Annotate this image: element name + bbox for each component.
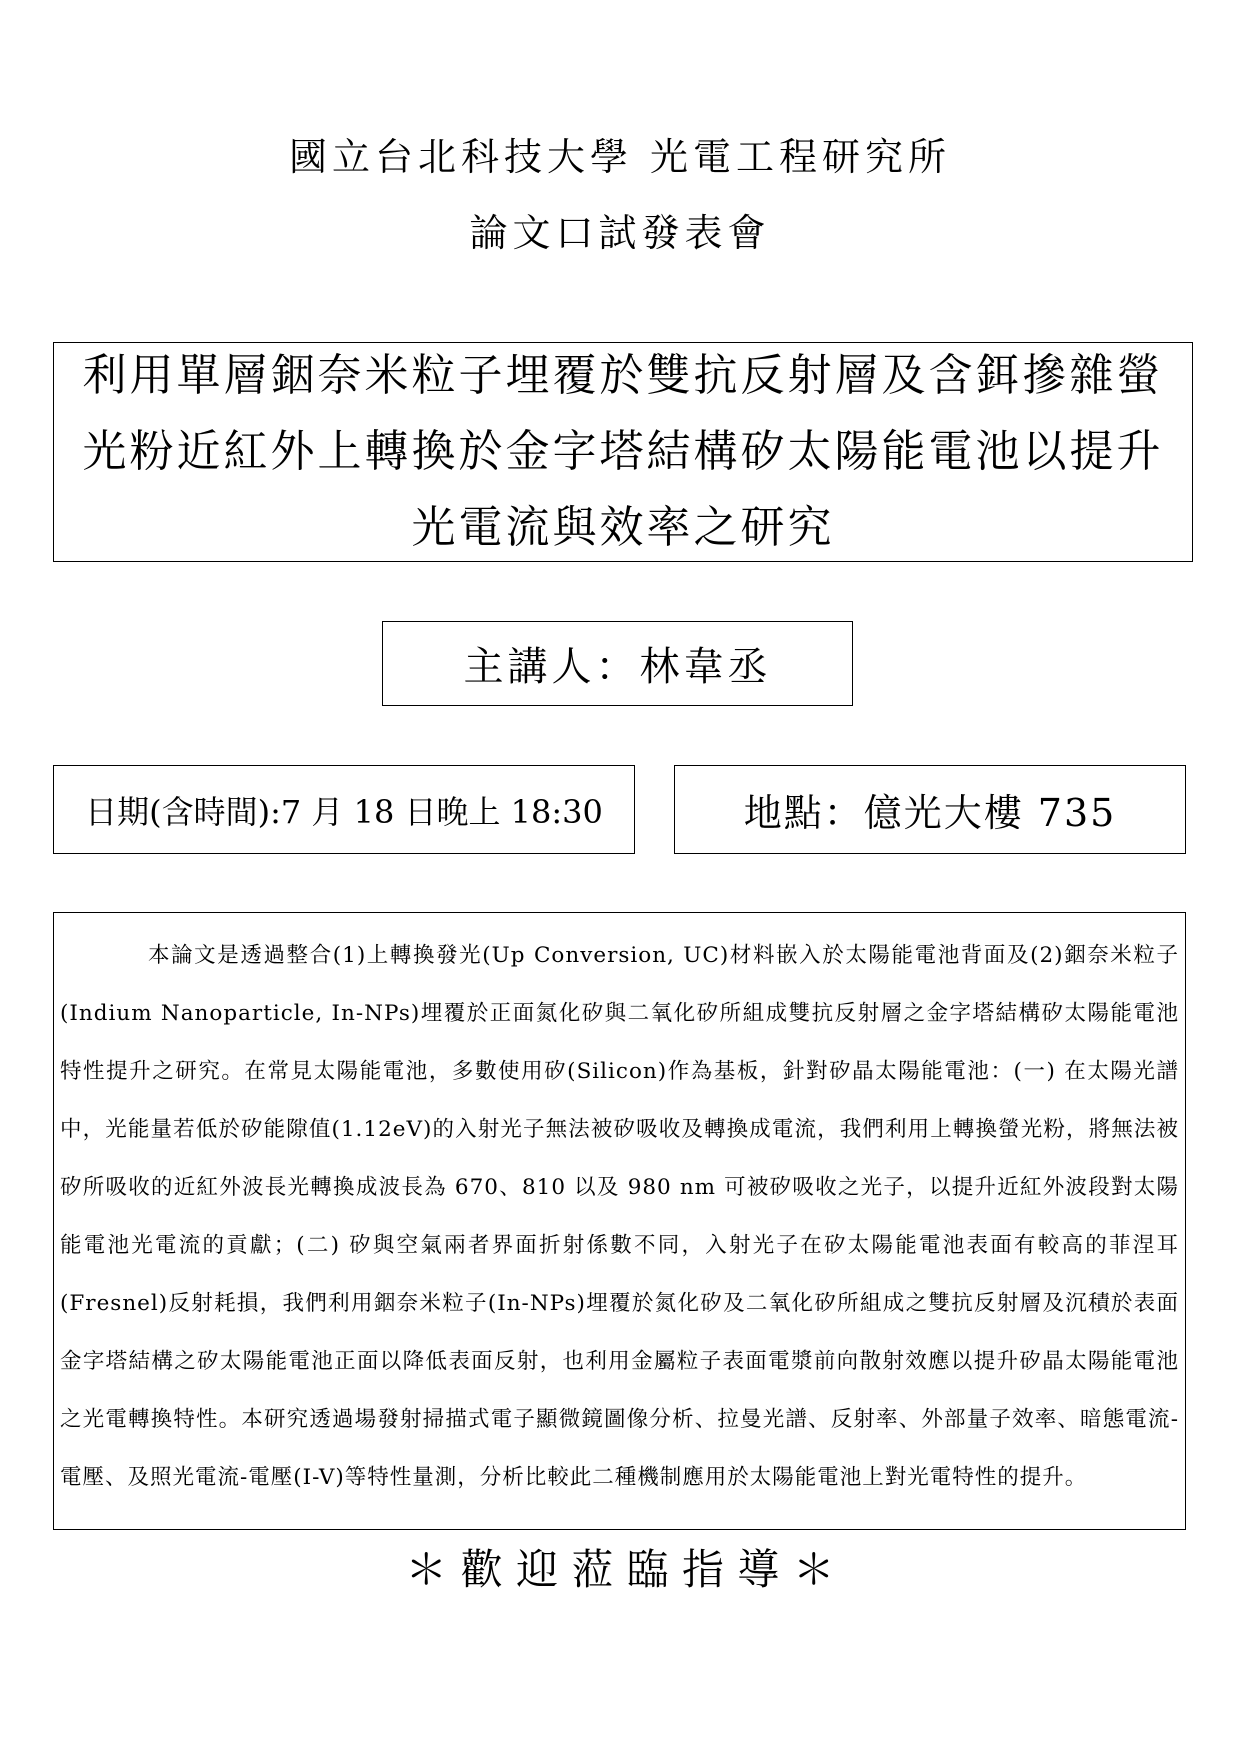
datetime-text: 日期(含時間):7 月 18 日晚上 18:30 — [85, 792, 603, 831]
location-box — [674, 765, 1186, 854]
location-text: 地點：億光大樓 735 — [743, 791, 1117, 835]
thesis-title: 利用單層銦奈米粒子埋覆於雙抗反射層及含鉺摻雜螢光粉近紅外上轉換於金字塔結構矽太陽能電池以提升光電流與效率之研究 — [82, 350, 1164, 553]
thesis-title-box — [53, 342, 1193, 562]
abstract-text: 本論文是透過整合(1)上轉換發光(Up Conversion, UC)材料嵌入於太陽能電池背面及(2)銦奈米粒子(Indium Nanoparticle, In-NPs)埋覆於正面氮化矽與二氧化矽所組成雙抗反射層之金字塔結構矽太陽能電池特性提升之研究。在常見太陽能電池，多數使用矽(Silicon)作為基板，針對矽晶太陽能電池：(一) 在太陽光譜中，光能量若低於矽能隙值(1.12eV)的入射光子無法被矽吸收及轉換成電流，我們利用上轉換螢光粉，將無法被矽所吸收的近紅外波長光轉換成波長為 670、810 以及 980 nm 可被矽吸收之光子，以提升近紅外波段對太陽能電池光電流的貢獻；(二) 矽與空氣兩者界面折射係數不同，入射光子在矽太陽能電池表面有較高的菲涅耳(Fresnel)反射耗損，我們利用銦奈米粒子(In-NPs)埋覆於氮化矽及二氧化矽所組成之雙抗反射層及沉積於表面金字塔結構之矽太陽能電池正面以降低表面反射，也利用金屬粒子表面電漿前向散射效應以提升矽晶太陽能電池之光電轉換特性。本研究透過場發射掃描式電子顯微鏡圖像分析、拉曼光譜、反射率、外部量子效率、暗態電流-電壓、及照光電流-電壓(I-V)等特性量測，分析比較此二種機制應用於太陽能電池上對光電特性的提升。 — [60, 943, 1179, 1490]
speaker-label: 主講人：林韋丞 — [463, 644, 772, 690]
datetime-box — [53, 765, 635, 854]
speaker-box — [382, 621, 853, 706]
abstract-box — [53, 912, 1186, 1530]
welcome-footer: ＊ 歡 迎 蒞 臨 指 導 ＊ — [405, 1545, 835, 1594]
institution-header: 國立台北科技大學 光電工程研究所 — [288, 135, 952, 179]
event-header: 論文口試發表會 — [469, 211, 771, 255]
